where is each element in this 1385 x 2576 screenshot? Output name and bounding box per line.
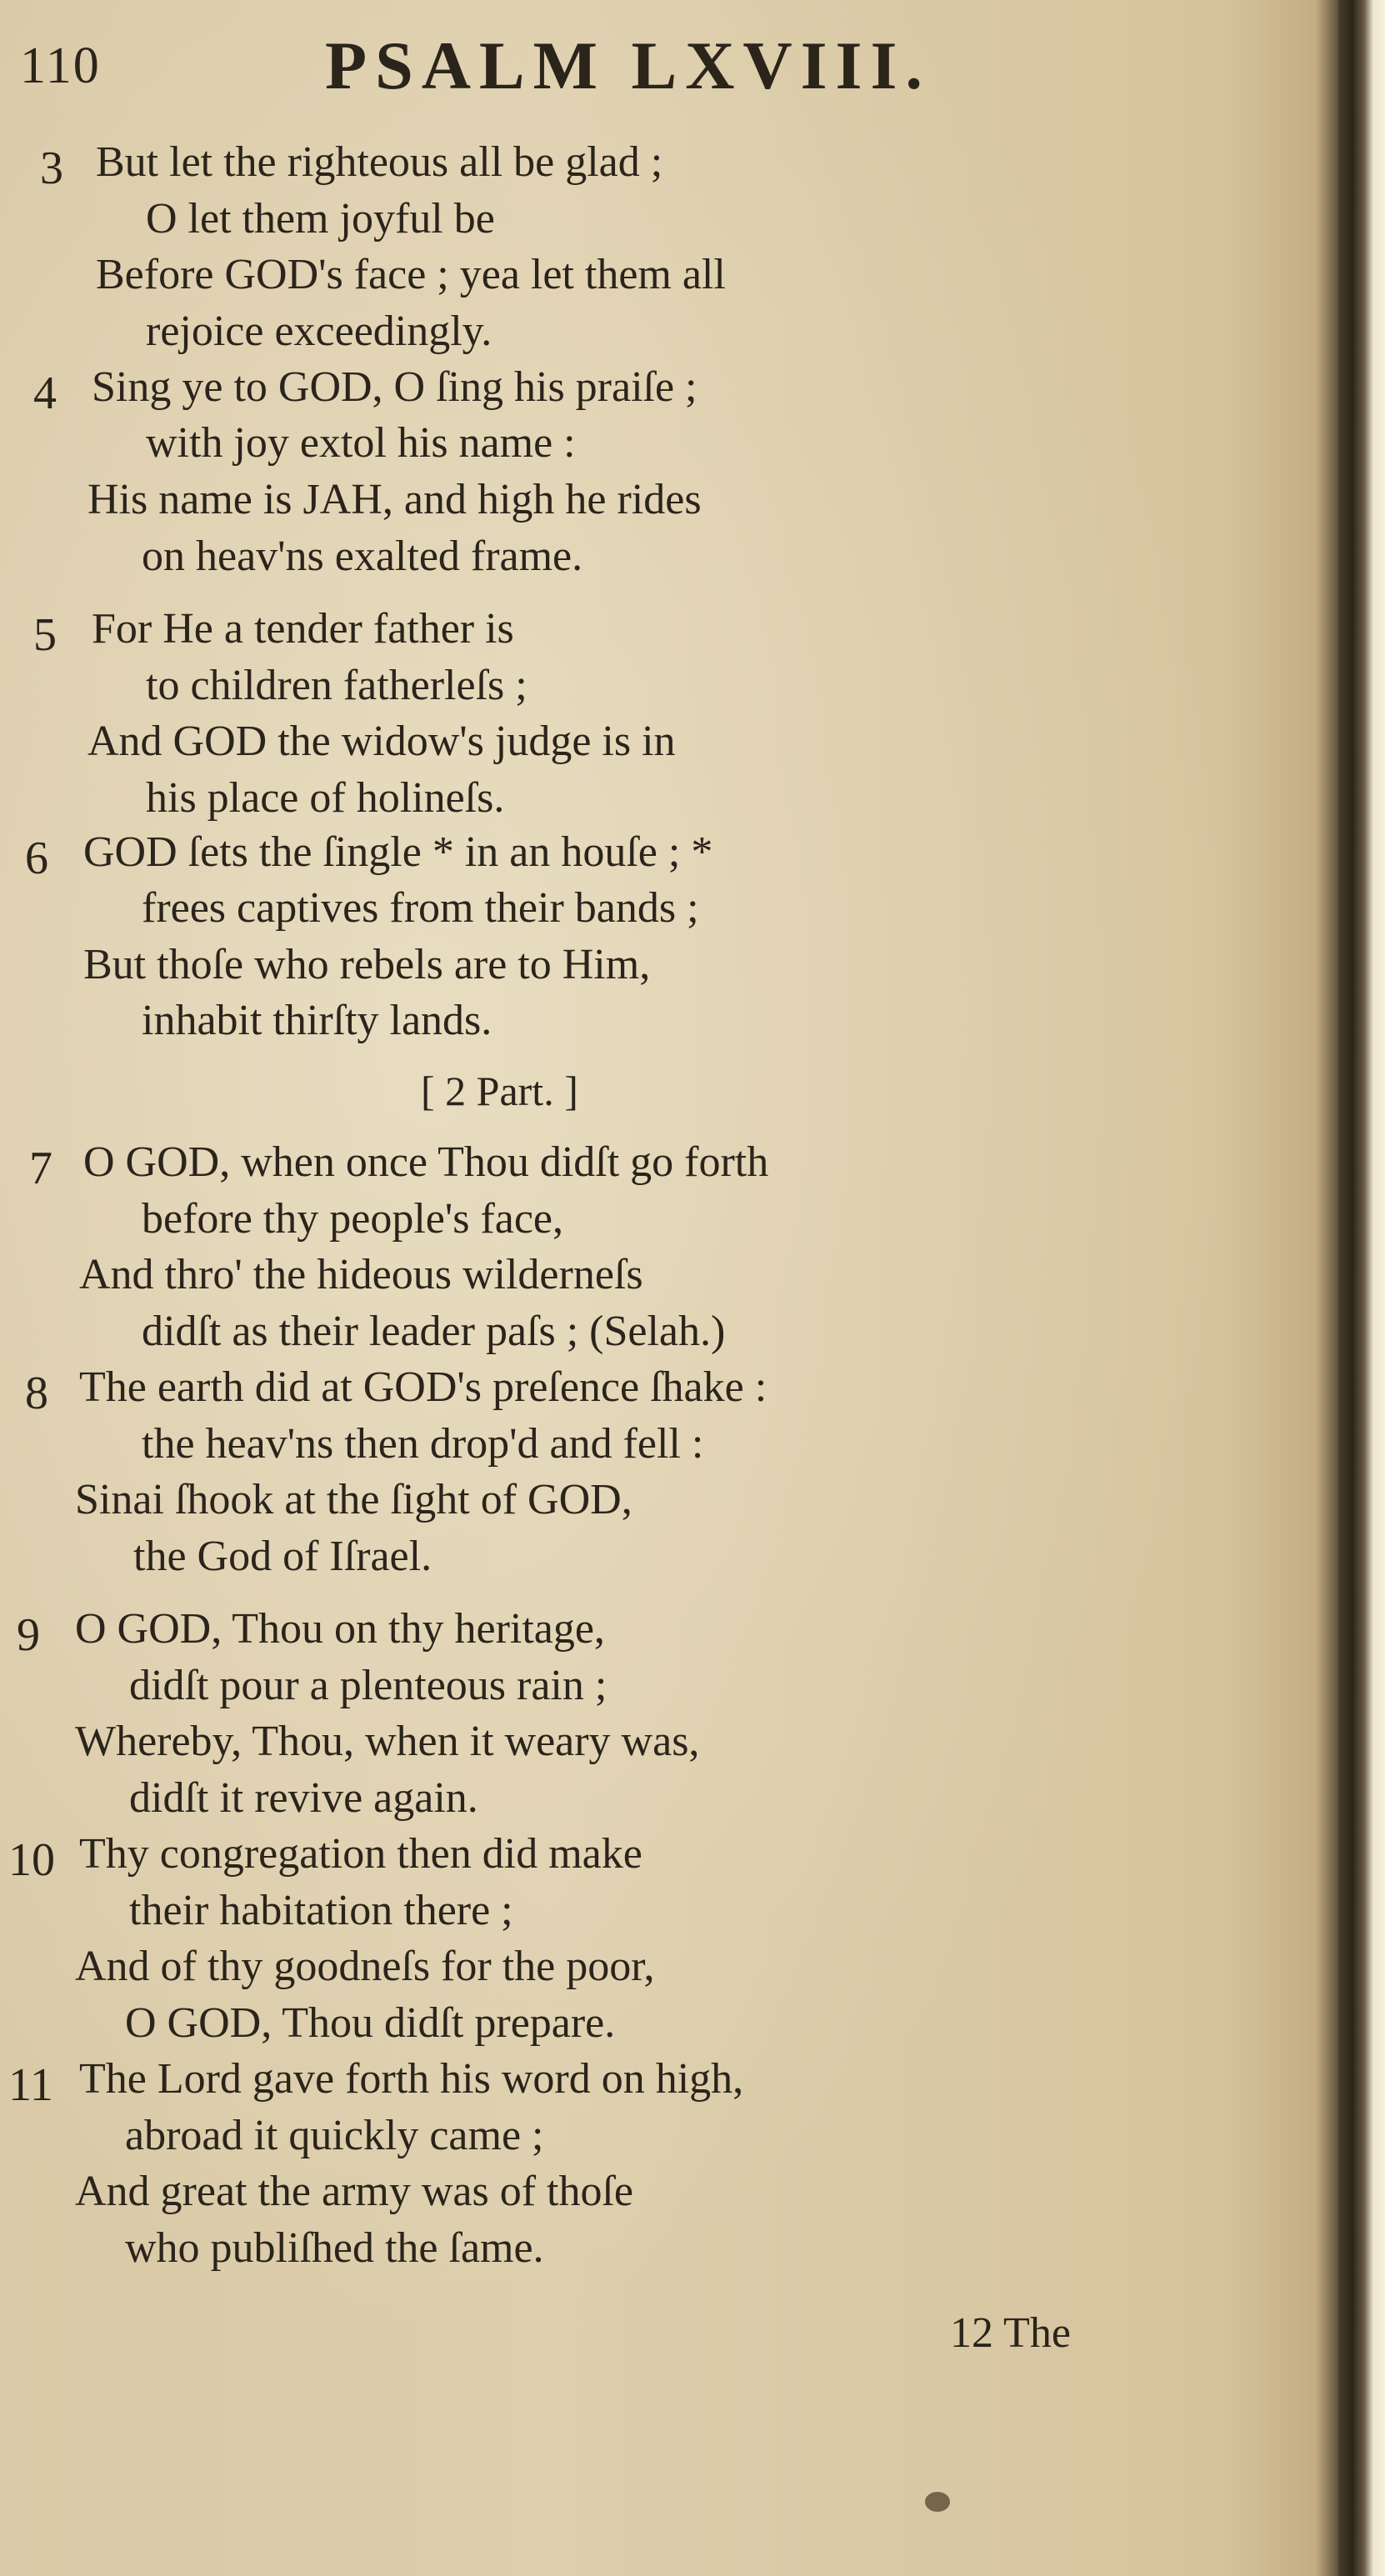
verse-line: Thy congregation then did make [79,1830,642,1878]
verse-line: And great the army was of thoſe [75,2168,634,2215]
verse-line: inhabit thirſty lands. [142,997,492,1044]
verse-number: 11 [8,2059,53,2111]
verse-line: O let them joyful be [146,195,495,243]
running-head: PSALM LXVIII. [325,28,931,103]
verse-number: 6 [25,833,48,884]
verse-line: And GOD the widow's judge is in [88,718,676,765]
verse-number: 9 [17,1609,40,1661]
verse-line: didſt it revive again. [129,1774,478,1822]
verse-line: O GOD, Thou on thy heritage, [75,1605,605,1653]
verse-line: their habitation there ; [129,1887,513,1934]
verse-line: frees captives from their bands ; [142,884,699,932]
verse-line: And thro' the hideous wilderneſs [79,1251,643,1298]
verse-line: on heav'ns exalted frame. [142,533,583,580]
verse-line: didſt pour a plenteous rain ; [129,1662,608,1709]
verse-line: Sing ye to GOD, O ſing his praiſe ; [92,363,698,411]
verse-line: GOD ſets the ſingle * in an houſe ; * [83,828,713,876]
catchword: 12 The [950,2309,1071,2357]
binding-edge [1338,0,1385,2576]
verse-number: 3 [40,143,63,194]
verse-line: his place of holineſs. [146,774,505,822]
page-header [17,22,1310,103]
verse-line: the God of Iſrael. [133,1533,432,1580]
verse-line: abroad it quickly came ; [125,2112,544,2159]
verse-number: 4 [33,368,57,419]
verse-line: And of thy goodneſs for the poor, [75,1943,655,1990]
verse-line: didſt as their leader paſs ; (Selah.) [142,1308,726,1355]
verse-line: Whereby, Thou, when it weary was, [75,1718,700,1765]
verse-line: His name is JAH, and high he rides [88,476,702,523]
verse-line: O GOD, when once Thou didſt go forth [83,1138,769,1186]
part-heading: [ 2 Part. ] [421,1068,578,1114]
verse-number: 8 [25,1368,48,1419]
verse-line: But let the righteous all be glad ; [96,138,663,186]
ink-smudge [925,2492,950,2512]
verse-line: Before GOD's face ; yea let them all [96,251,726,298]
verse-line: who publiſhed the ſame. [125,2224,544,2272]
verse-line: O GOD, Thou didſt prepare. [125,1999,616,2047]
verse-line: to children fatherleſs ; [146,662,528,709]
verse-line: The Lord gave forth his word on high, [79,2055,744,2103]
verse-number: 5 [33,609,57,661]
verse-line: Sinai ſhook at the ſight of GOD, [75,1476,632,1523]
page-number: 110 [20,38,101,94]
verse-number: 7 [29,1143,52,1194]
verse-line: rejoice exceedingly. [146,308,492,355]
verse-line: before thy people's face, [142,1195,564,1243]
verse-line: For He a tender father is [92,605,514,653]
verse-line: with joy extol his name : [146,419,576,467]
verse-number: 10 [8,1834,55,1886]
verse-line: But thoſe who rebels are to Him, [83,941,651,988]
verse-line: The earth did at GOD's preſence ſhake : [79,1363,768,1411]
verse-line: the heav'ns then drop'd and fell : [142,1420,704,1468]
